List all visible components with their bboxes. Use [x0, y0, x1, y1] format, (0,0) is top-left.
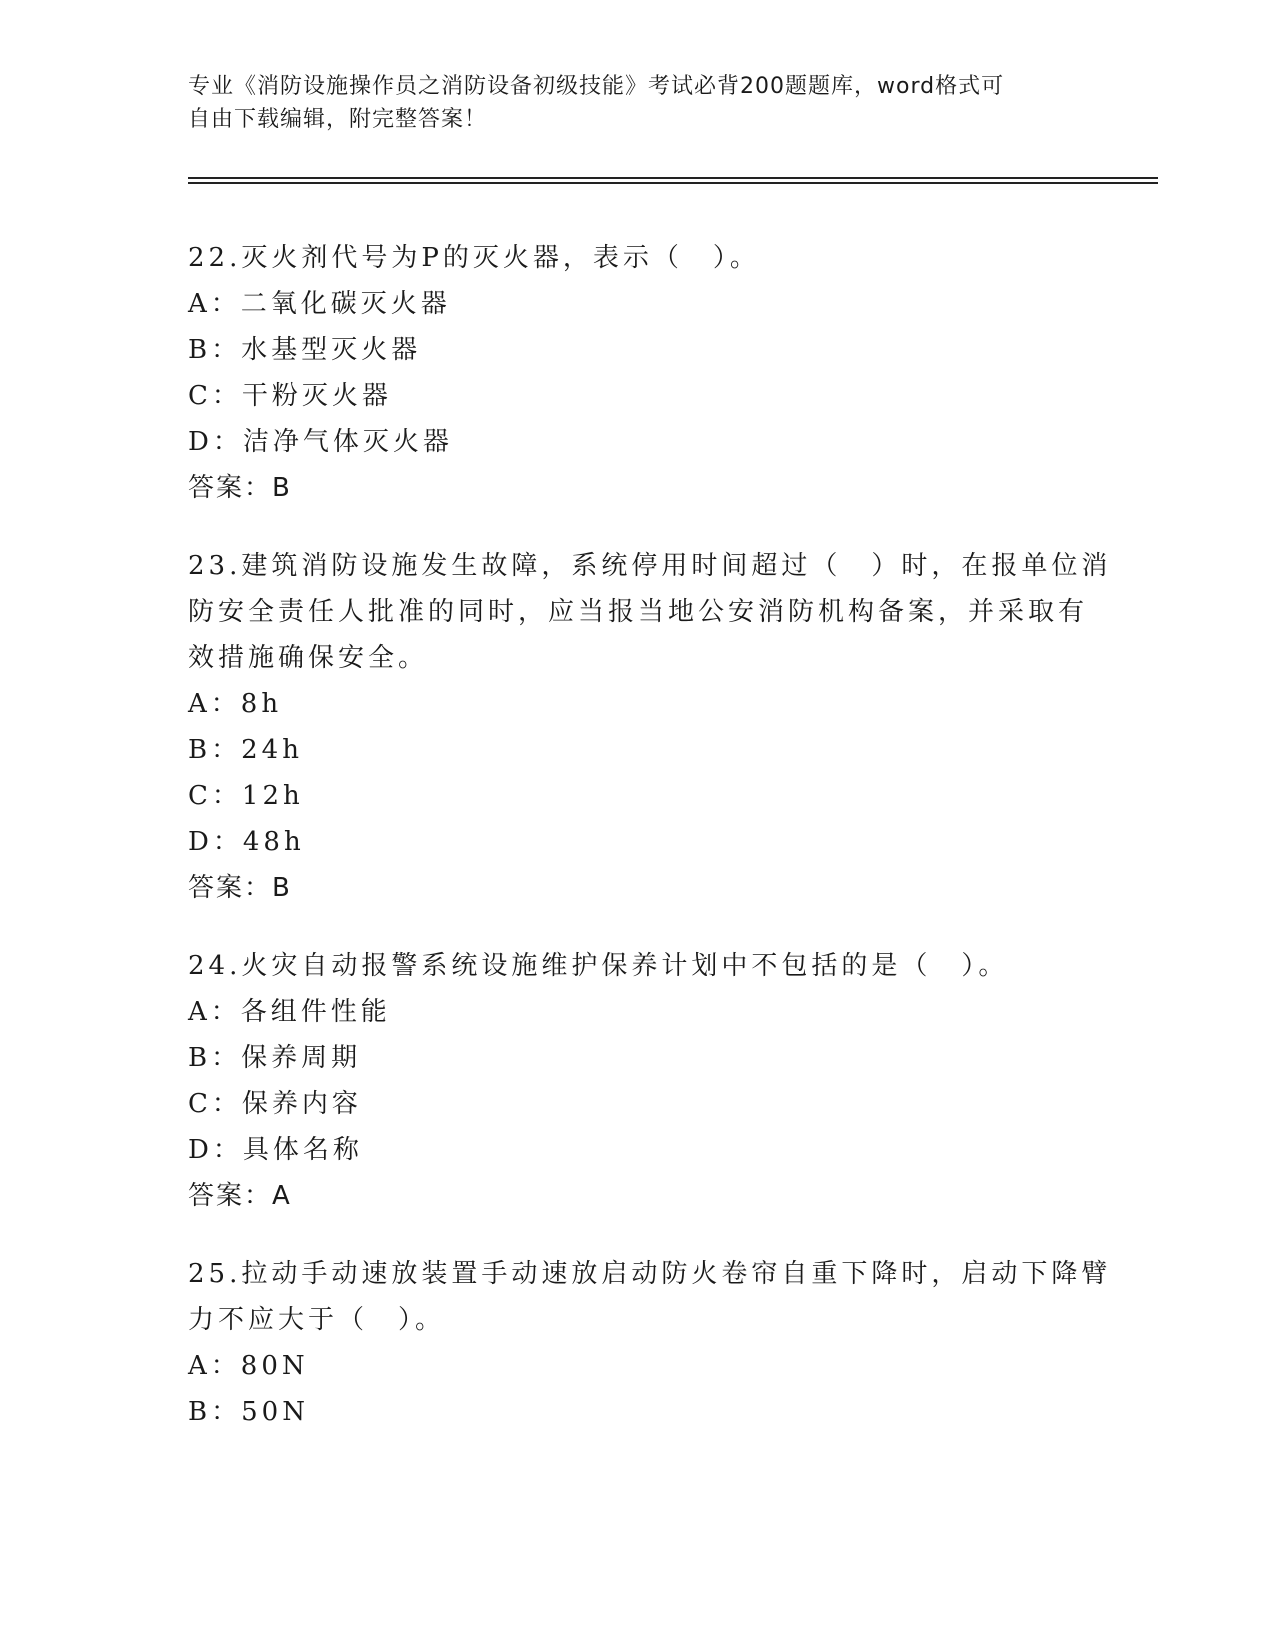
- option-text: 12h: [241, 781, 304, 811]
- option-text: 水基型灭火器: [241, 335, 422, 365]
- option-key: B：: [188, 1397, 242, 1427]
- document-header: [188, 70, 1088, 136]
- question-stem-line: 效措施确保安全。: [188, 643, 429, 673]
- answer-option: [188, 989, 1088, 1035]
- option-key: A：: [188, 689, 241, 719]
- answer-line: 答案：B: [188, 873, 292, 903]
- option-text: 48h: [242, 827, 305, 857]
- option-key: C：: [188, 1089, 242, 1119]
- option-text: 具体名称: [242, 1135, 363, 1165]
- answer-option: [188, 327, 1088, 373]
- answer-option: [188, 773, 1088, 819]
- option-text: 各组件性能: [240, 997, 391, 1027]
- option-key: A：: [188, 997, 241, 1027]
- option-key: A：: [188, 289, 241, 319]
- option-key: A：: [188, 1351, 241, 1381]
- option-text: 保养内容: [241, 1089, 362, 1119]
- option-text: 二氧化碳灭火器: [240, 289, 451, 319]
- question-item: [188, 1251, 1112, 1435]
- option-key: D：: [188, 827, 243, 857]
- question-item: [188, 235, 1088, 511]
- answer-line: 答案：A: [188, 1181, 292, 1211]
- question-item: [188, 943, 1088, 1219]
- answer-option: [188, 1035, 1088, 1081]
- question-stem-line: 力不应大于（ ）。: [188, 1305, 446, 1335]
- answer-option: [188, 1343, 1088, 1389]
- answer-option: [188, 281, 1088, 327]
- answer-option: [188, 819, 1088, 865]
- header-divider-bottom: [188, 182, 1158, 184]
- question-item: [188, 543, 1112, 911]
- question-stem-line: 24.火灾自动报警系统设施维护保养计划中不包括的是（ ）。: [188, 951, 1009, 981]
- option-key: B：: [188, 735, 242, 765]
- header-line-1: 专业《消防设施操作员之消防设备初级技能》考试必背200题题库，word格式可: [188, 74, 1005, 99]
- option-key: B：: [188, 1043, 242, 1073]
- option-text: 洁净气体灭火器: [242, 427, 453, 457]
- option-text: 8h: [240, 689, 283, 719]
- option-text: 保养周期: [241, 1043, 362, 1073]
- answer-option: [188, 373, 1088, 419]
- option-key: D：: [188, 1135, 243, 1165]
- answer-line: 答案：B: [188, 473, 292, 503]
- header-divider-top: [188, 177, 1158, 179]
- option-text: 24h: [241, 735, 303, 765]
- option-key: C：: [188, 381, 242, 411]
- header-line-2: 自由下载编辑，附完整答案！: [188, 107, 488, 132]
- question-stem-line: 22.灭火剂代号为P的灭火器，表示（ ）。: [188, 243, 760, 273]
- answer-option: [188, 419, 1088, 465]
- answer-option: [188, 727, 1088, 773]
- option-text: 干粉灭火器: [241, 381, 392, 411]
- answer-option: [188, 681, 1088, 727]
- question-stem-line: 25.拉动手动速放装置手动速放启动防火卷帘自重下降时，启动下降臂: [188, 1259, 1112, 1289]
- option-text: 80N: [240, 1351, 309, 1381]
- question-stem-line: 防安全责任人批准的同时，应当报当地公安消防机构备案，并采取有: [188, 597, 1089, 627]
- answer-option: [188, 1081, 1088, 1127]
- question-list: [188, 235, 1112, 1467]
- option-text: 50N: [241, 1397, 309, 1427]
- question-stem-line: 23.建筑消防设施发生故障，系统停用时间超过（ ）时，在报单位消: [188, 551, 1112, 581]
- option-key: B：: [188, 335, 242, 365]
- option-key: D：: [188, 427, 243, 457]
- answer-option: [188, 1127, 1088, 1173]
- answer-option: [188, 1389, 1088, 1435]
- option-key: C：: [188, 781, 242, 811]
